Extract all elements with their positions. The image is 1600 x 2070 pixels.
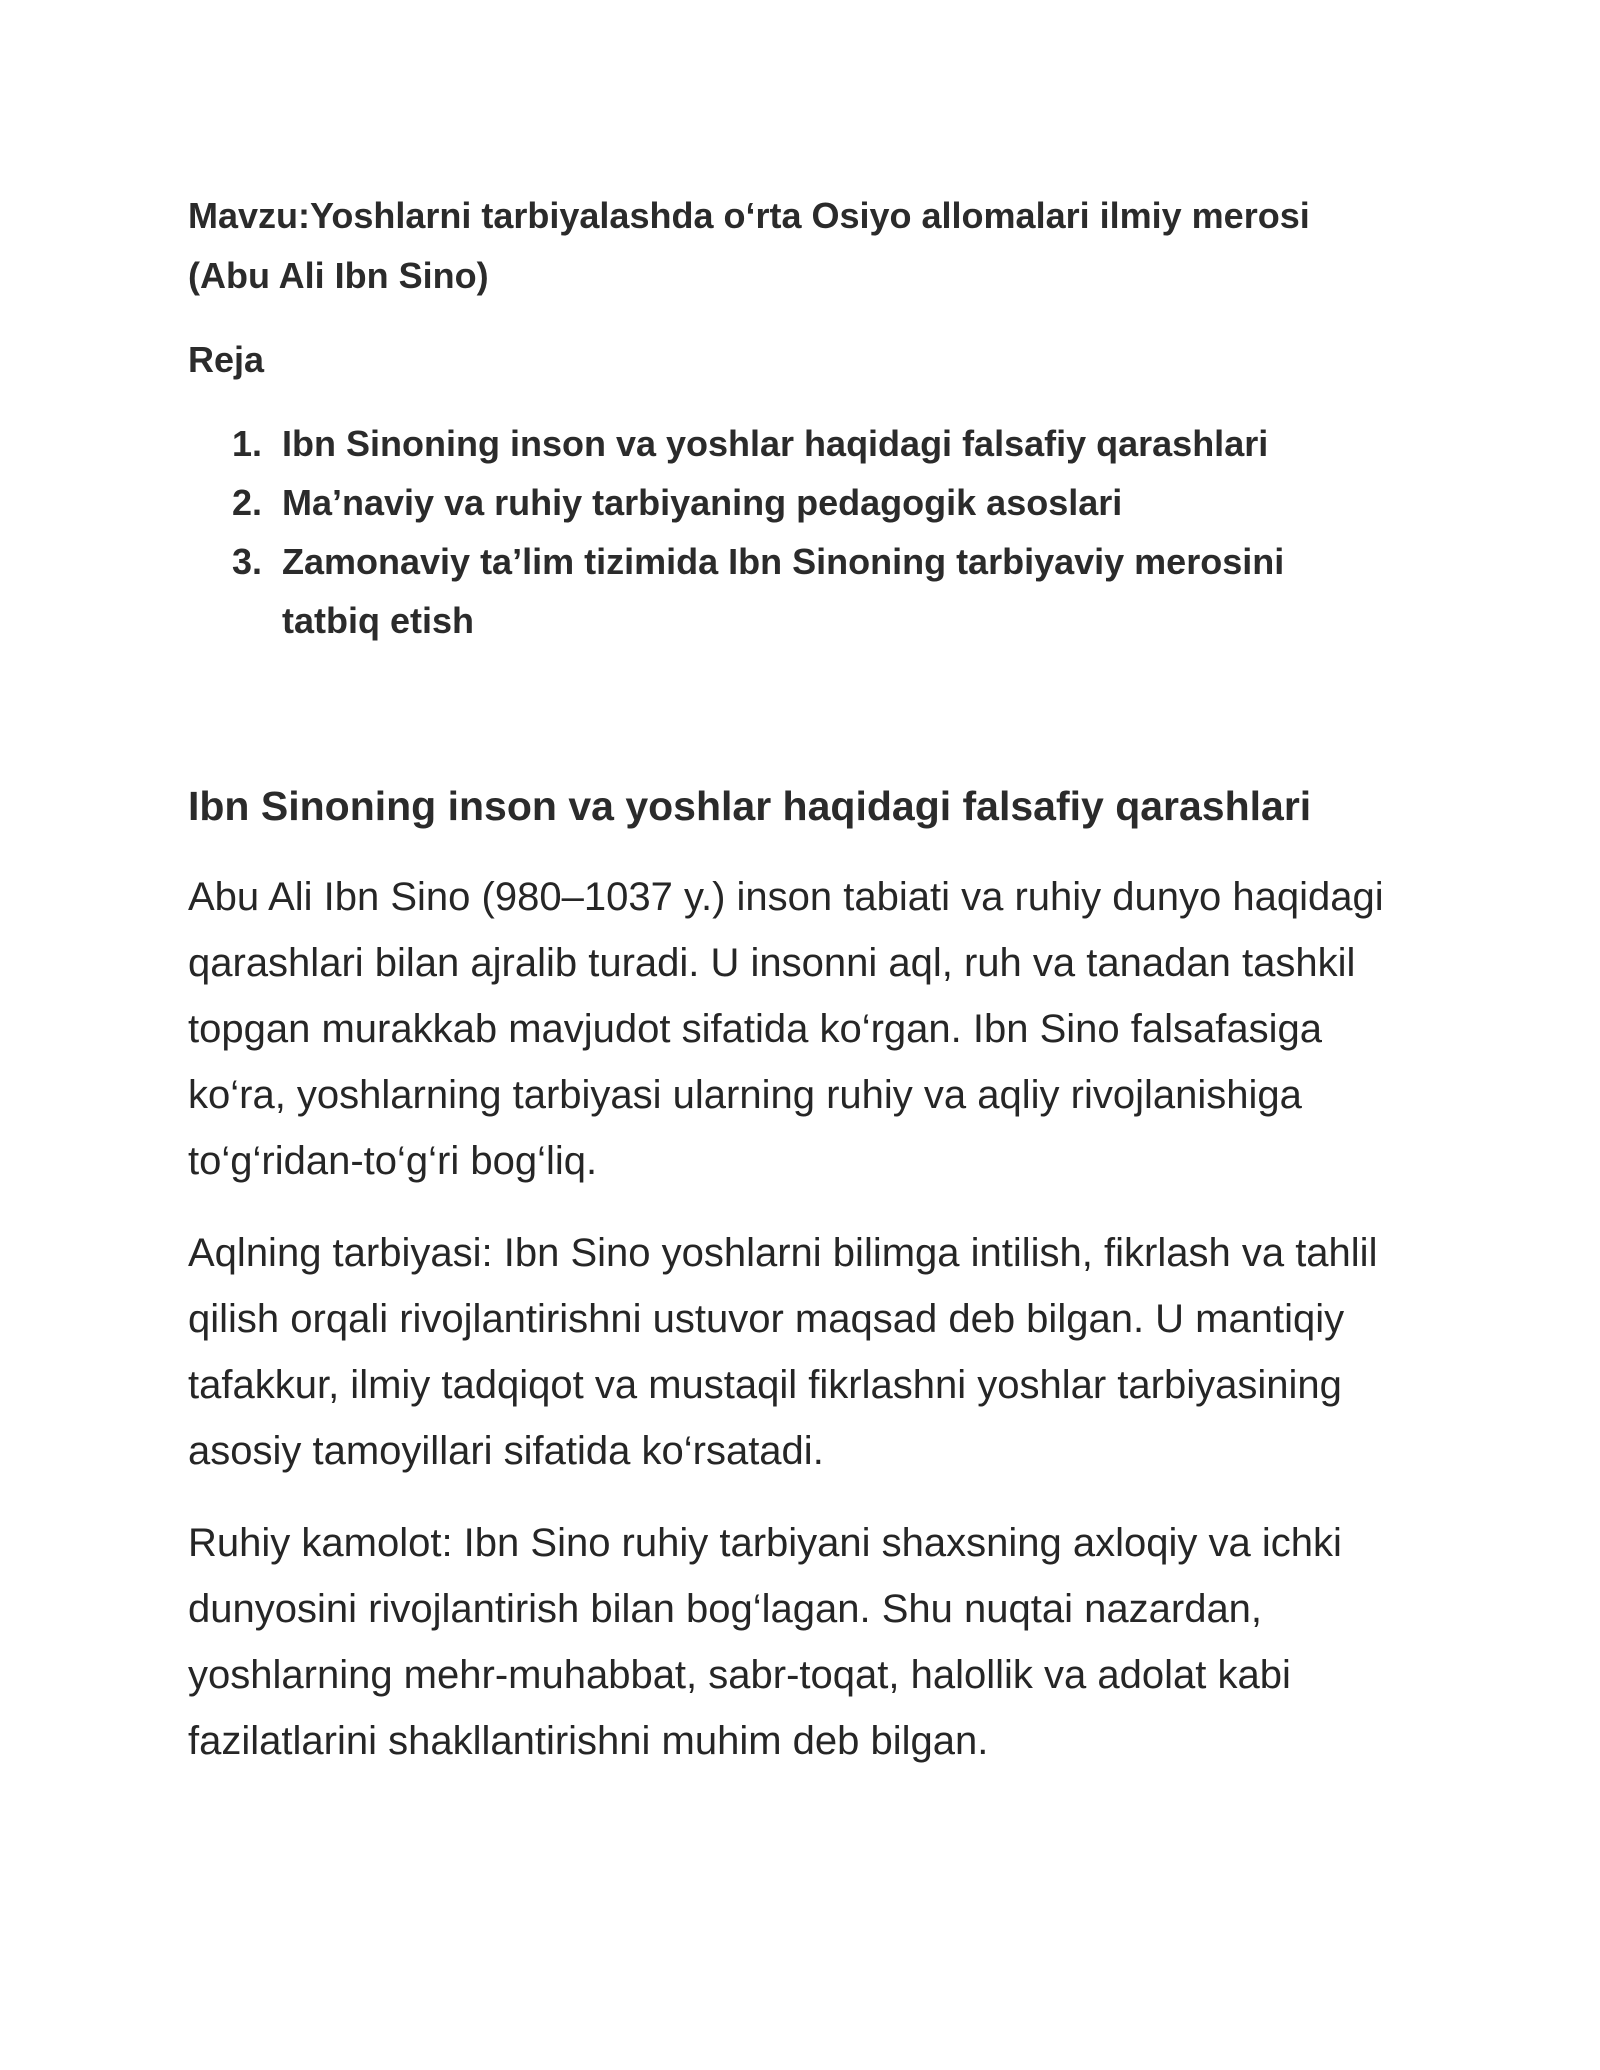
- plan-item: [188, 532, 1382, 650]
- section-heading: Ibn Sinoning inson va yoshlar haqidagi falsafiy qarashlari: [188, 783, 1312, 829]
- plan-item-number: 3.: [232, 541, 263, 582]
- plan-item-text: Ma’naviy va ruhiy tarbiyaning pedagogik asoslari: [282, 482, 1123, 523]
- body-paragraph: Ruhiy kamolot: Ibn Sino ruhiy tarbiyani shaxsning axloqiy va ichki dunyosini rivojlantirish bilan bog‘lagan. Shu nuqtai nazardan, yoshlarning mehr-muhabbat, sabr-toqat, halollik va adolat kabi fazilatlarini shakllantirishni muhim deb bilgan.: [188, 1521, 1342, 1763]
- plan-item: [188, 473, 1382, 532]
- plan-item-text: Ibn Sinoning inson va yoshlar haqidagi falsafiy qarashlari: [282, 423, 1269, 464]
- plan-item-number: 1.: [232, 423, 263, 464]
- body-paragraph: Abu Ali Ibn Sino (980–1037 y.) inson tabiati va ruhiy dunyo haqidagi qarashlari bilan ajralib turadi. U insonni aql, ruh va tanadan tashkil topgan murakkab mavjudot sifatida ko‘rgan. Ibn Sino falsafasiga ko‘ra, yoshlarning tarbiyasi ularning ruhiy va aqliy rivojlanishiga to‘g‘ridan-to‘g‘ri bog‘liq.: [188, 875, 1384, 1183]
- plan-item-text: Zamonaviy ta’lim tizimida Ibn Sinoning tarbiyaviy merosini tatbiq etish: [282, 541, 1285, 641]
- plan-item: [188, 414, 1382, 473]
- body-paragraph: Aqlning tarbiyasi: Ibn Sino yoshlarni bilimga intilish, fikrlash va tahlil qilish orqali rivojlantirishni ustuvor maqsad deb bilgan. U mantiqiy tafakkur, ilmiy tadqiqot va mustaqil fikrlashni yoshlar tarbiyasining asosiy tamoyillari sifatida ko‘rsatadi.: [188, 1231, 1378, 1473]
- plan-heading: Reja: [188, 339, 265, 380]
- topic-title: Mavzu:Yoshlarni tarbiyalashda o‘rta Osiyo allomalari ilmiy merosi (Abu Ali Ibn Sino): [188, 195, 1310, 296]
- plan-item-number: 2.: [232, 482, 263, 523]
- plan-list: [188, 414, 1428, 650]
- document-body: [188, 186, 1428, 1774]
